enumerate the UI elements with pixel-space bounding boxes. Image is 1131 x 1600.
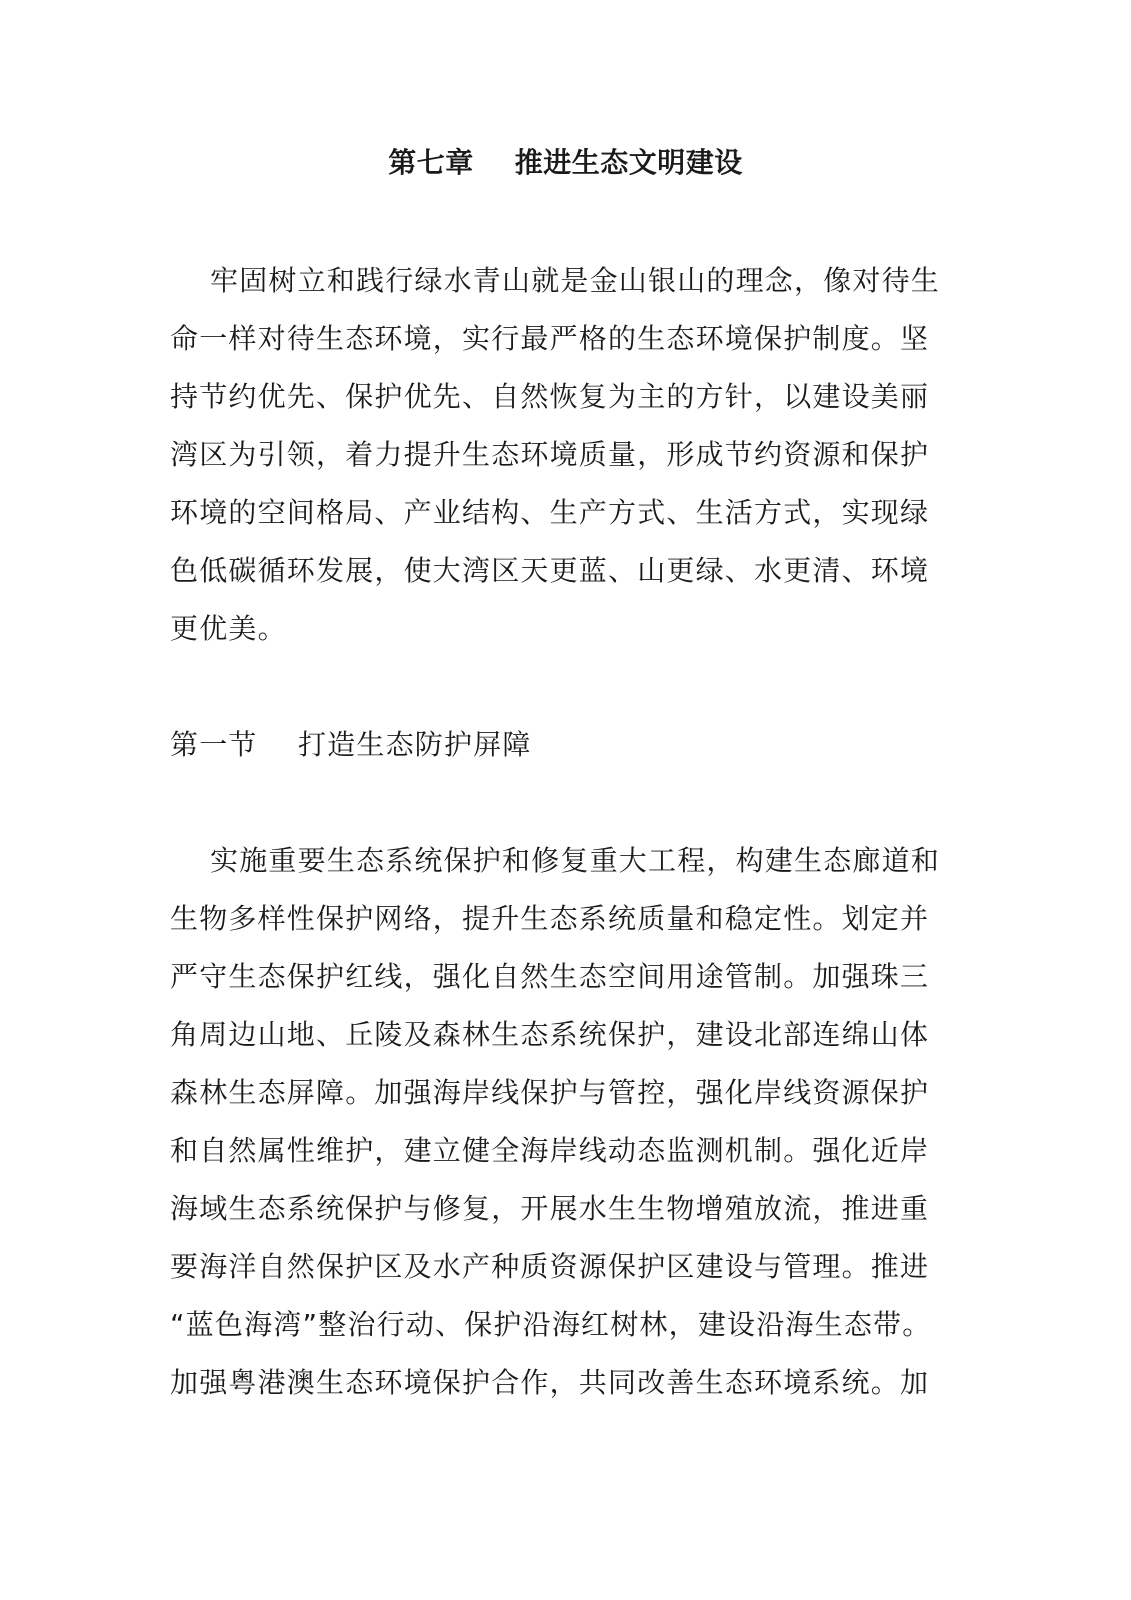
paragraph-line: 牢固树立和践行绿水青山就是金山银山的理念，像对待生	[210, 264, 941, 297]
paragraph-line: 环境的空间格局、产业结构、生产方式、生活方式，实现绿	[170, 496, 930, 529]
paragraph-line: 严守生态保护红线，强化自然生态空间用途管制。加强珠三	[170, 960, 930, 993]
paragraph-line: 森林生态屏障。加强海岸线保护与管控，强化岸线资源保护	[170, 1076, 930, 1109]
paragraph-line: 海域生态系统保护与修复，开展水生生物增殖放流，推进重	[170, 1192, 930, 1225]
paragraph-line: 持节约优先、保护优先、自然恢复为主的方针，以建设美丽	[170, 380, 930, 413]
paragraph-line: 生物多样性保护网络，提升生态系统质量和稳定性。划定并	[170, 902, 930, 935]
paragraph-intro	[170, 252, 948, 658]
paragraph-line: “蓝色海湾”整治行动、保护沿海红树林，建设沿海生态带。	[170, 1308, 932, 1341]
paragraph-section-1	[170, 832, 948, 1412]
paragraph-line: 和自然属性维护，建立健全海岸线动态监测机制。强化近岸	[170, 1134, 930, 1167]
paragraph-line: 更优美。	[170, 612, 287, 645]
chapter-title: 第七章 推进生态文明建设	[388, 146, 743, 179]
paragraph-line: 湾区为引领，着力提升生态环境质量，形成节约资源和保护	[170, 438, 930, 471]
paragraph-line: 色低碳循环发展，使大湾区天更蓝、山更绿、水更清、环境	[170, 554, 930, 587]
paragraph-line: 加强粤港澳生态环境保护合作，共同改善生态环境系统。加	[170, 1366, 930, 1399]
paragraph-line: 要海洋自然保护区及水产种质资源保护区建设与管理。推进	[170, 1250, 930, 1283]
paragraph-line: 角周边山地、丘陵及森林生态系统保护，建设北部连绵山体	[170, 1018, 930, 1051]
paragraph-line: 命一样对待生态环境，实行最严格的生态环境保护制度。坚	[170, 322, 930, 355]
section-title: 第一节 打造生态防护屏障	[170, 728, 532, 761]
paragraph-line: 实施重要生态系统保护和修复重大工程，构建生态廊道和	[210, 844, 941, 877]
